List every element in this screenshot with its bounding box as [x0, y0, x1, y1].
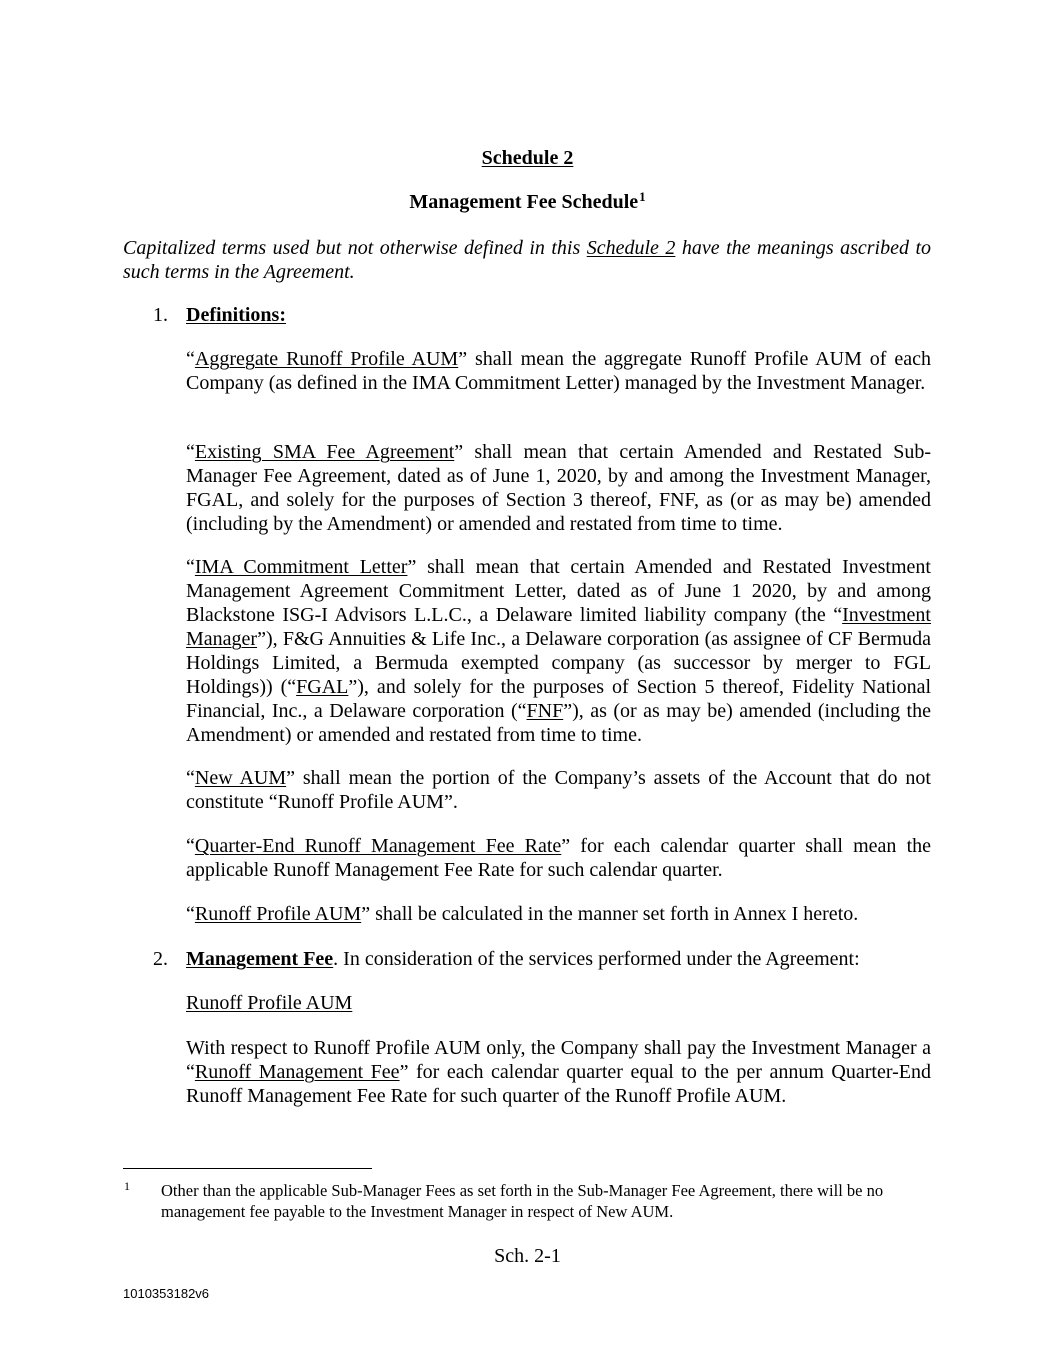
- section-2-heading-line: Management Fee. In consideration of the services performed under the Agreement:: [186, 948, 860, 970]
- page-number: Sch. 2-1: [494, 1245, 561, 1267]
- defined-term: Quarter-End Runoff Management Fee Rate: [194, 835, 562, 857]
- schedule-subtitle: [0, 190, 1055, 214]
- defined-term: Existing SMA Fee Agreement: [194, 441, 455, 463]
- schedule-title-text: Schedule 2: [481, 147, 574, 169]
- definition-runoff-profile-aum: “Runoff Profile AUM” shall be calculated in the manner set forth in Annex I hereto.: [186, 903, 859, 925]
- defined-term: New AUM: [194, 767, 287, 789]
- schedule-reference: Schedule 2: [586, 237, 676, 259]
- footnote-text: Other than the applicable Sub-Manager Fees as set forth in the Sub-Manager Fee Agreement, there will be no management fee payable to the Investment Manager in respect of New AUM.: [161, 1181, 884, 1221]
- section-1-number: 1.: [153, 304, 168, 326]
- definition-new-aum: “New AUM” shall mean the portion of the Company’s assets of the Account that do not constitute “Runoff Profile AUM”.: [186, 767, 931, 813]
- definition-aggregate-runoff-profile-aum: “Aggregate Runoff Profile AUM” shall mean the aggregate Runoff Profile AUM of each Company (as defined in the IMA Commitment Letter) managed by the Investment Manager.: [186, 348, 931, 394]
- defined-term: Aggregate Runoff Profile AUM: [194, 348, 459, 370]
- definition-existing-sma-fee-agreement: “Existing SMA Fee Agreement” shall mean that certain Amended and Restated Sub-Manager Fee Agreement, dated as of June 1, 2020, by and among the Investment Manager, FGAL, and solely for the purposes of Section 3 thereof, FNF, as (or as may be) amended (including by the Amendment) or amended and restated from time to time.: [186, 441, 931, 535]
- footnote-mark: 1: [124, 1179, 130, 1193]
- section-2-heading: Management Fee: [186, 948, 334, 970]
- defined-term: Runoff Management Fee: [194, 1061, 400, 1083]
- section-1-heading: Definitions:: [186, 304, 286, 326]
- footnote-reference[interactable]: 1: [639, 189, 646, 204]
- runoff-management-fee-paragraph: With respect to Runoff Profile AUM only, the Company shall pay the Investment Manager a “Runoff Management Fee” for each calendar quarter equal to the per annum Quarter-End Runoff Management Fee Rate for such quarter of the Runoff Profile AUM.: [186, 1037, 931, 1107]
- schedule-subtitle-text: Management Fee Schedule: [409, 191, 639, 213]
- defined-term: IMA Commitment Letter: [194, 556, 408, 578]
- defined-term: Runoff Profile AUM: [194, 903, 362, 925]
- section-2-number: 2.: [153, 948, 168, 970]
- defined-term: Investment Manager: [186, 604, 931, 650]
- document-id: 1010353182v6: [123, 1286, 210, 1301]
- runoff-profile-aum-subheading: Runoff Profile AUM: [186, 992, 353, 1014]
- footnote-separator: [123, 1168, 372, 1169]
- definition-quarter-end-runoff-management-fee-rate: “Quarter-End Runoff Management Fee Rate” for each calendar quarter shall mean the applicable Runoff Management Fee Rate for such calendar quarter.: [186, 835, 932, 881]
- defined-term: FNF: [526, 700, 564, 722]
- definition-ima-commitment-letter: “IMA Commitment Letter” shall mean that certain Amended and Restated Investment Management Agreement Commitment Letter, dated as of June 1 2020, by and among Blackstone ISG-I Advisors L.L.C., a Delaware limited liability company (the “Investment Manager”), F&G Annuities & Life Inc., a Delaware corporation (as assignee of CF Bermuda Holdings Limited, a Bermuda exempted company (as successor by merger to FGL Holdings)) (“FGAL”), and solely for the purposes of Section 5 thereof, Fidelity National Financial, Inc., a Delaware corporation (“FNF”), as (or as may be) amended (including the Amendment) or amended and restated from time to time.: [186, 556, 932, 746]
- defined-term: FGAL: [296, 676, 349, 698]
- schedule-title: [0, 146, 1055, 170]
- intro-paragraph: Capitalized terms used but not otherwise defined in this Schedule 2 have the meanings ascribed to such terms in the Agreement.: [123, 237, 932, 283]
